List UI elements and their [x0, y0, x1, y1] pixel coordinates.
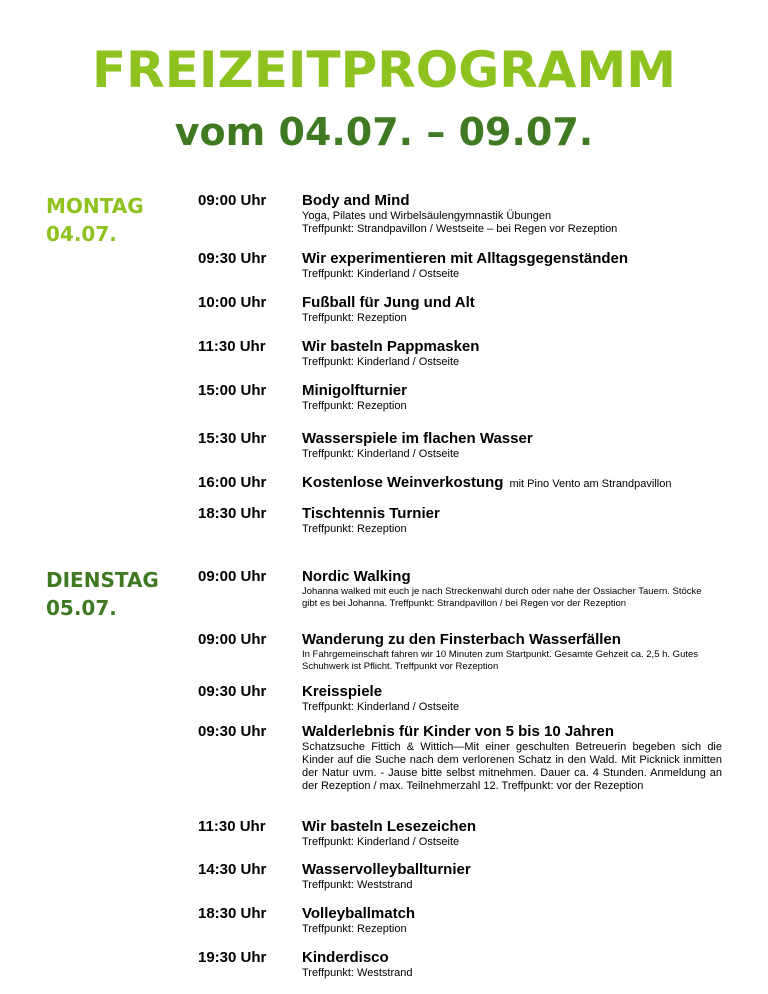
- event-title: Wir basteln Pappmasken: [302, 338, 480, 355]
- event-time: 09:00 Uhr: [198, 192, 267, 209]
- day-heading-monday: [46, 192, 144, 248]
- day-name: DIENSTAG: [46, 568, 159, 592]
- event-time: 18:30 Uhr: [198, 905, 267, 922]
- event-meeting-point: Treffpunkt: Strandpavillon / Westseite – bei Regen vor Rezeption: [302, 223, 618, 235]
- event-time: 09:30 Uhr: [198, 683, 267, 700]
- event-description: Treffpunkt: Rezeption: [302, 400, 407, 412]
- event-description: [302, 210, 722, 236]
- event-description: Treffpunkt: Rezeption: [302, 523, 407, 535]
- event-title: Wir basteln Lesezeichen: [302, 818, 477, 835]
- event-title: Fußball für Jung und Alt: [302, 294, 475, 311]
- event-time: 11:30 Uhr: [198, 818, 266, 835]
- event-description: Johanna walked mit euch je nach Streckenwahl durch oder nahe der Ossiacher Tauern. Stöcke gibt es bei Johanna. Treffpunkt: Strandpavillon / bei Regen vor der Rezeption: [302, 586, 702, 609]
- date-range-subtitle: vom 04.07. – 09.07.: [174, 110, 594, 154]
- day-name: MONTAG: [46, 194, 144, 218]
- event-title: Wasserspiele im flachen Wasser: [302, 430, 533, 447]
- event-description: Treffpunkt: Rezeption: [302, 923, 407, 935]
- event-title-text: Kostenlose Weinverkostung: [302, 474, 504, 491]
- event-title: Volleyballmatch: [302, 905, 416, 922]
- event-title: Kinderdisco: [302, 949, 389, 966]
- event-title: Wanderung zu den Finsterbach Wasserfällen: [302, 631, 621, 648]
- event-time: 18:30 Uhr: [198, 505, 267, 522]
- event-time: 09:30 Uhr: [198, 723, 267, 740]
- event-title: Kreisspiele: [302, 683, 383, 700]
- event-title: Walderlebnis für Kinder von 5 bis 10 Jahren: [302, 723, 615, 740]
- event-description: Treffpunkt: Kinderland / Ostseite: [302, 701, 460, 713]
- event-description: Treffpunkt: Weststrand: [302, 879, 413, 891]
- event-title: Wasservolleyballturnier: [302, 861, 471, 878]
- event-description: Schatzsuche Fittich & Wittich—Mit einer geschulten Betreuerin begeben sich die Kinder auf die Suche nach dem verlorenen Schatz in den Wald. Mit Picknick inmitten der Natur uvm. - Jause bitte selbst mitnehmen. Dauer ca. 4 Stunden. Anmeldung an der Rezeption / max. Teilnehmerzahl 12. Treffpunkt: vor der Rezeption: [302, 741, 722, 792]
- event-time: 16:00 Uhr: [198, 474, 267, 491]
- event-description-line: Yoga, Pilates und Wirbelsäulengymnastik Übungen: [302, 210, 552, 222]
- event-time: 10:00 Uhr: [198, 294, 267, 311]
- day-date: 05.07.: [46, 596, 117, 620]
- day-heading-tuesday: [46, 566, 159, 622]
- event-description: Treffpunkt: Weststrand: [302, 967, 413, 979]
- event-extra-info: mit Pino Vento am Strandpavillon: [509, 478, 672, 490]
- event-description: Treffpunkt: Kinderland / Ostseite: [302, 448, 460, 460]
- event-description: Treffpunkt: Rezeption: [302, 312, 407, 324]
- event-time: 19:30 Uhr: [198, 949, 267, 966]
- event-time: 09:00 Uhr: [198, 631, 267, 648]
- event-description: Treffpunkt: Kinderland / Ostseite: [302, 356, 460, 368]
- event-title: Wir experimentieren mit Alltagsgegenständen: [302, 250, 629, 267]
- event-time: 09:00 Uhr: [198, 568, 267, 585]
- event-title: [302, 474, 671, 493]
- day-date: 04.07.: [46, 222, 117, 246]
- event-time: 14:30 Uhr: [198, 861, 267, 878]
- event-time: 15:30 Uhr: [198, 430, 267, 447]
- event-title: Minigolfturnier: [302, 382, 407, 399]
- event-description: Treffpunkt: Kinderland / Ostseite: [302, 268, 460, 280]
- event-title: Nordic Walking: [302, 568, 411, 585]
- event-title: Tischtennis Turnier: [302, 505, 440, 522]
- event-title: Body and Mind: [302, 192, 410, 209]
- event-description: In Fahrgemeinschaft fahren wir 10 Minuten zum Startpunkt. Gesamte Gehzeit ca. 2,5 h. Gutes Schuhwerk ist Pflicht. Treffpunkt vor Rezeption: [302, 649, 699, 672]
- event-time: 09:30 Uhr: [198, 250, 267, 267]
- event-time: 11:30 Uhr: [198, 338, 266, 355]
- event-time: 15:00 Uhr: [198, 382, 267, 399]
- event-description: Treffpunkt: Kinderland / Ostseite: [302, 836, 460, 848]
- page-title: FREIZEITPROGRAMM: [92, 41, 676, 99]
